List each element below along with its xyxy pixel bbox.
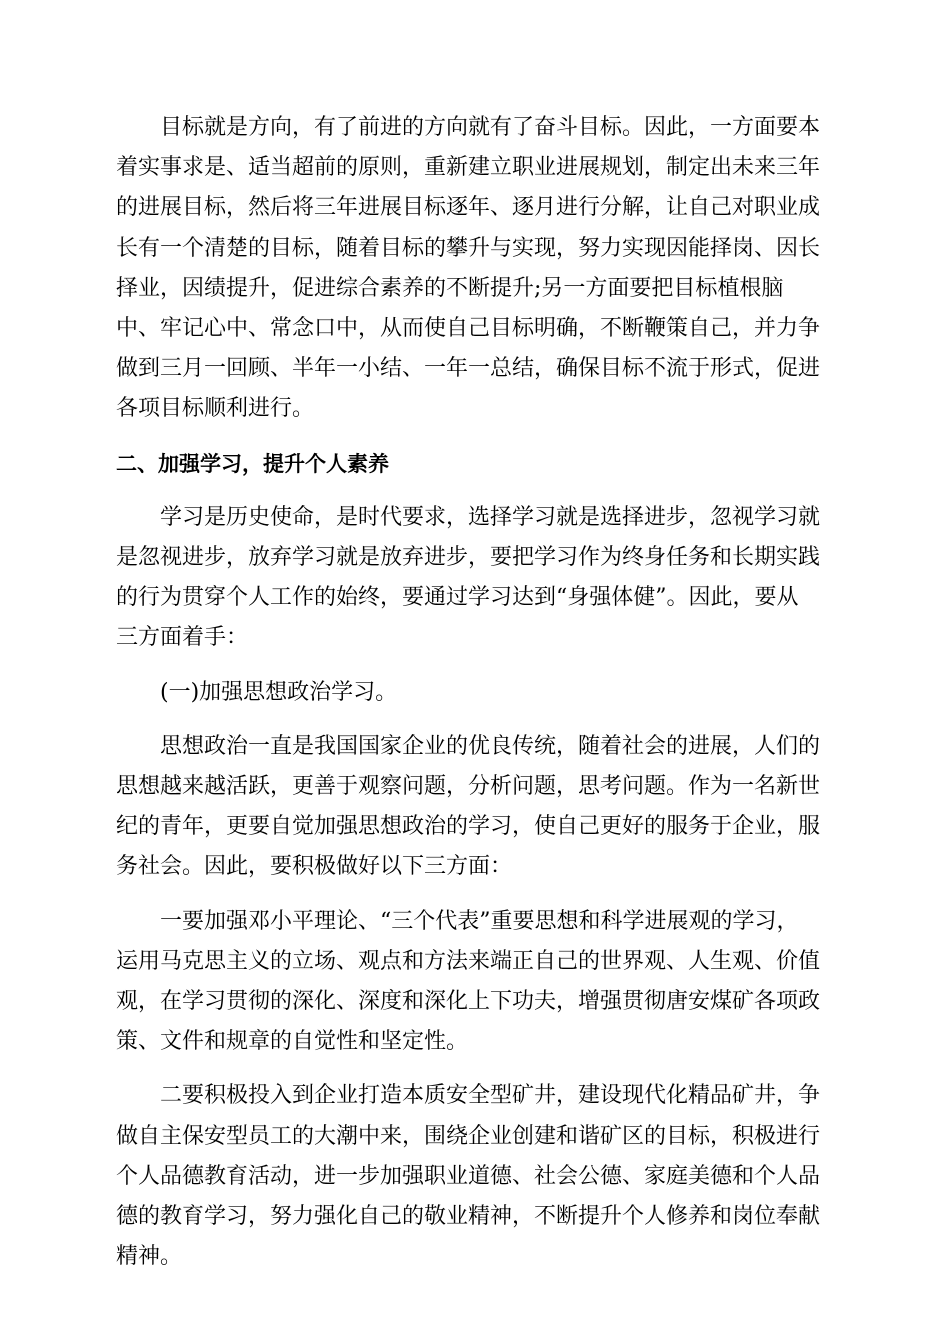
text-line: 各项目标顺利进行。 — [116, 396, 315, 422]
section-heading: 二、加强学习，提升个人素养 — [116, 451, 389, 476]
text-line: 做自主保安型员工的大潮中来，围绕企业创建和谐矿区的目标，积极进行 — [116, 1123, 821, 1149]
text-line: 务社会。因此，要积极做好以下三方面： — [116, 854, 513, 880]
text-line: 做到三月一回顾、半年一小结、一年一总结，确保目标不流于形式，促进 — [116, 356, 821, 382]
text-line: 着实事求是、适当超前的原则，重新建立职业进展规划，制定出未来三年 — [116, 155, 821, 181]
paragraph-politics — [116, 727, 834, 888]
text-line: 策、文件和规章的自觉性和坚定性。 — [116, 1029, 469, 1055]
paragraph-study — [116, 498, 834, 659]
text-line: 目标就是方向，有了前进的方向就有了奋斗目标。因此，一方面要本 — [160, 115, 821, 140]
text-line: 长有一个清楚的目标，随着目标的攀升与实现，努力实现因能择岗、因长 — [116, 235, 821, 261]
text-line: 中、牢记心中、常念口中，从而使自己目标明确，不断鞭策自己，并力争 — [116, 316, 821, 342]
text-line: 个人品德教育活动，进一步加强职业道德、社会公德、家庭美德和个人品 — [116, 1163, 821, 1189]
text-line: 的进展目标，然后将三年进展目标逐年、逐月进行分解，让自己对职业成 — [116, 195, 821, 221]
text-line: 二要积极投入到企业打造本质安全型矿井，建设现代化精品矿井，争 — [160, 1083, 821, 1109]
paragraph-goals — [116, 108, 834, 430]
text-line: 的行为贯穿个人工作的始终，要通过学习达到“身强体健”。因此，要从 — [116, 585, 799, 611]
text-line: 三方面着手： — [116, 625, 249, 651]
paragraph-first-point — [116, 902, 834, 1063]
text-line: 德的教育学习，努力强化自己的敬业精神，不断提升个人修养和岗位奉献 — [116, 1204, 821, 1230]
text-line: 学习是历史使命，是时代要求，选择学习就是选择进步，忽视学习就 — [160, 504, 821, 530]
text-line: 思想越来越活跃，更善于观察问题，分析问题，思考问题。作为一名新世 — [116, 774, 821, 800]
text-line: 择业，因绩提升，促进综合素养的不断提升;另一方面要把目标植根脑 — [116, 275, 784, 301]
text-line: 精神。 — [116, 1244, 183, 1270]
text-line: 思想政治一直是我国国家企业的优良传统，随着社会的进展，人们的 — [160, 733, 821, 759]
document-page — [116, 108, 834, 1291]
text-line: 纪的青年，更要自觉加强思想政治的学习，使自己更好的服务于企业，服 — [116, 814, 821, 840]
paragraph-second-point — [116, 1076, 834, 1277]
text-line: 是忽视进步，放弃学习就是放弃进步，要把学习作为终身任务和长期实践 — [116, 545, 821, 571]
text-line: 观，在学习贯彻的深化、深度和深化上下功夫，增强贯彻唐安煤矿各项政 — [116, 989, 821, 1015]
text-line: 一要加强邓小平理论、“三个代表”重要思想和科学进展观的学习， — [160, 908, 799, 934]
sub-heading: (一)加强思想政治学习。 — [160, 679, 398, 705]
text-line: 运用马克思主义的立场、观点和方法来端正自己的世界观、人生观、价值 — [116, 948, 821, 974]
